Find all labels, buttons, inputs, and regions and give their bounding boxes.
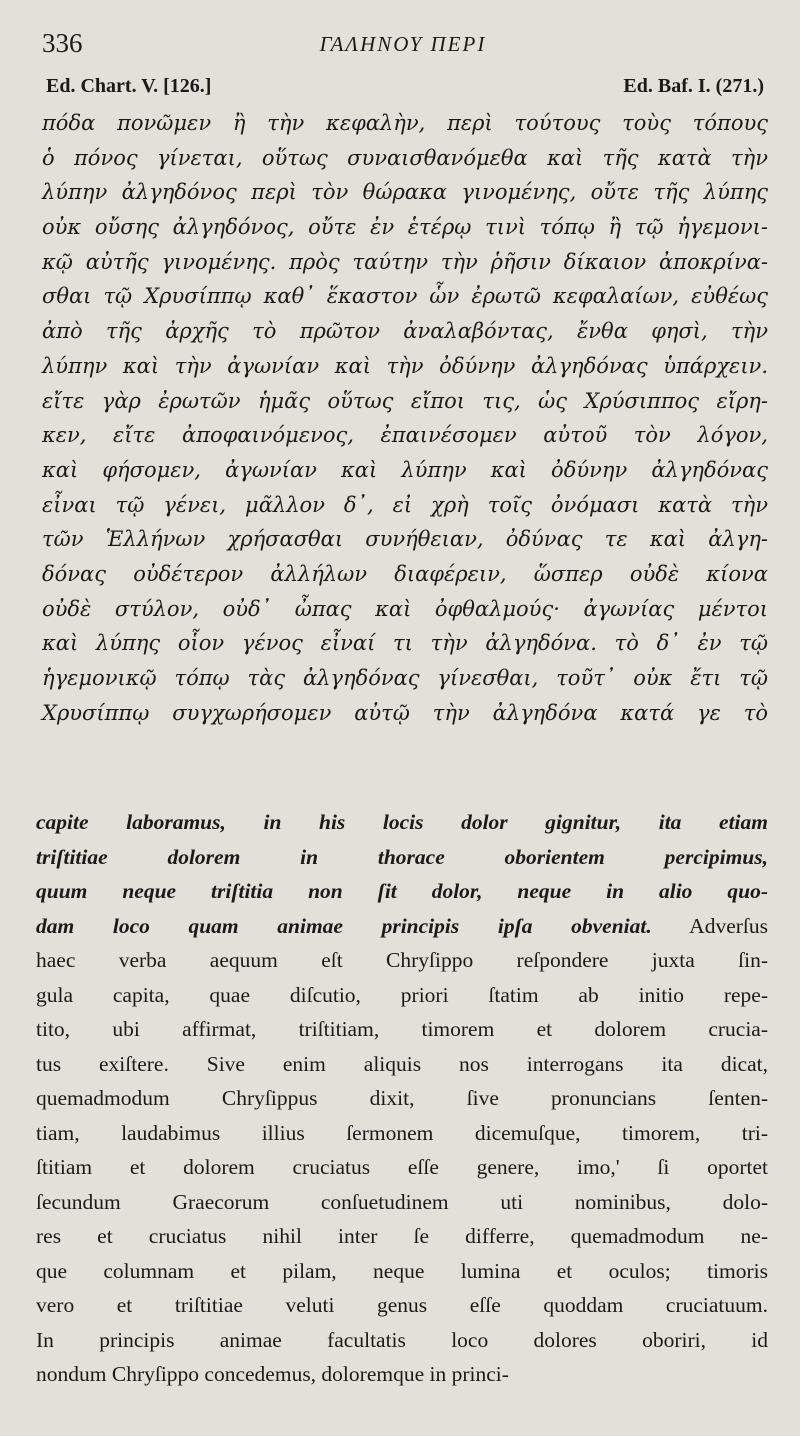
edition-reference-basel: Ed. Baf. I. (271.) xyxy=(623,75,764,97)
latin-line: quemadmodum Chryſippus dixit, ſive pronuncians ſenten- xyxy=(36,1086,768,1110)
edition-reference-chartier: Ed. Chart. V. [126.] xyxy=(46,75,212,97)
latin-line: nondum Chryſippo concedemus, doloremque in princi- xyxy=(36,1362,509,1386)
greek-line: οὐδὲ στύλον, οὐδ᾿ ὦπας καὶ ὀφθαλμούς· ἀγωνίας μέντοι xyxy=(42,596,768,621)
latin-mixed-line xyxy=(36,909,768,944)
latin-line: tito, ubi affirmat, triſtitiam, timorem et dolorem crucia- xyxy=(36,1017,768,1041)
latin-text-block xyxy=(36,805,768,1392)
greek-line: ἡγεμονικῷ τόπῳ τὰς ἀλγηδόνας γίνεσθαι, τοῦτ᾿ οὐκ ἔτι τῷ xyxy=(42,666,768,690)
greek-line: οὐκ οὔσης ἀλγηδόνος, οὔτε ἐν ἑτέρῳ τινὶ τόπῳ ἢ τῷ ἡγεμονι- xyxy=(42,215,768,240)
running-title: ΓΑΛΗΝΟΥ ΠΕΡΙ xyxy=(319,32,487,56)
latin-italic-segment: dam loco quam animae principis ipſa obveniat. xyxy=(36,913,652,938)
greek-line: εἶναι τῷ γένει, μᾶλλον δ᾿, εἰ χρὴ τοῖς ὀνόμασι κατὰ τὴν xyxy=(42,492,768,517)
latin-line: vero et triſtitiae veluti genus eſſe quoddam cruciatuum. xyxy=(36,1293,768,1317)
greek-line: σθαι τῷ Χρυσίππῳ καθ᾿ ἕκαστον ὧν ἐρωτῶ κεφαλαίων, εὐθέως xyxy=(42,284,768,309)
latin-line: ſecundum Graecorum conſuetudinem uti nominibus, dolo- xyxy=(36,1189,768,1214)
greek-text-block xyxy=(42,106,768,730)
greek-line: δόνας οὐδέτερον ἀλλήλων διαφέρειν, ὥσπερ οὐδὲ κίονα xyxy=(42,561,768,586)
latin-line: tus exiſtere. Sive enim aliquis nos interrogans ita dicat, xyxy=(36,1051,768,1076)
latin-line: ſtitiam et dolorem cruciatus eſſe genere, imo,' ſi oportet xyxy=(36,1155,768,1179)
greek-line: ἀπὸ τῆς ἀρχῆς τὸ πρῶτον ἀναλαβόντας, ἔνθα φησὶ, τὴν xyxy=(42,319,768,344)
edition-reference-line xyxy=(46,75,764,101)
greek-line: κεν, εἴτε ἀποφαινόμενος, ἐπαινέσομεν αὐτοῦ τὸν λόγον, xyxy=(42,423,768,448)
greek-line: τῶν Ἑλλήνων χρήσασθαι συνήθειαν, ὀδύνας τε καὶ ἀλγη- xyxy=(42,527,768,552)
latin-italic-line: triſtitiae dolorem in thorace oborientem percipimus, xyxy=(36,844,768,869)
greek-line: Χρυσίππῳ συγχωρήσομεν αὐτῷ τὴν ἀλγηδόνα κατά γε τὸ xyxy=(42,700,768,725)
latin-italic-line: capite laboramus, in his locis dolor gignitur, ita etiam xyxy=(36,810,768,834)
greek-line: λύπην καὶ τὴν ἀγωνίαν καὶ τὴν ὀδύνην ἀλγηδόνας ὑπάρχειν. xyxy=(42,353,768,378)
greek-line: καὶ λύπης οἷον γένος εἶναί τι τὴν ἀλγηδόνα. τὸ δ᾿ ἐν τῷ xyxy=(42,631,768,656)
latin-roman-segment: Adverſus xyxy=(651,913,768,938)
page-header xyxy=(42,28,764,68)
latin-line: que columnam et pilam, neque lumina et oculos; timoris xyxy=(36,1258,768,1283)
latin-line: res et cruciatus nihil inter ſe differre, quemadmodum ne- xyxy=(36,1224,768,1248)
page-number: 336 xyxy=(42,28,83,58)
greek-line: εἴτε γὰρ ἐρωτῶν ἡμᾶς οὕτως εἴποι τις, ὡς Χρύσιππος εἴρη- xyxy=(42,388,768,413)
greek-line: λύπην ἀλγηδόνος περὶ τὸν θώρακα γινομένης, οὔτε τῆς λύπης xyxy=(42,180,768,205)
latin-line: gula capita, quae diſcutio, priori ſtatim ab initio repe- xyxy=(36,982,768,1007)
latin-line: haec verba aequum eſt Chryſippo reſpondere juxta ſin- xyxy=(36,948,768,972)
latin-italic-line: quum neque triſtitia non ſit dolor, neque in alio quo- xyxy=(36,879,768,903)
latin-line: In principis animae facultatis loco dolores oboriri, id xyxy=(36,1327,768,1352)
latin-line: tiam, laudabimus illius ſermonem dicemuſque, timorem, tri- xyxy=(36,1120,768,1145)
greek-line: ὁ πόνος γίνεται, οὕτως συναισθανόμεθα καὶ τῆς κατὰ τὴν xyxy=(42,145,768,170)
greek-line: κῷ αὐτῆς γινομένης. πρὸς ταύτην τὴν ῥῆσιν δίκαιον ἀποκρίνα- xyxy=(42,249,768,274)
greek-line: πόδα πονῶμεν ἢ τὴν κεφαλὴν, περὶ τούτους τοὺς τόπους xyxy=(42,111,768,135)
greek-line: καὶ φήσομεν, ἀγωνίαν καὶ λύπην καὶ ὀδύνην ἀλγηδόνας xyxy=(42,457,768,482)
